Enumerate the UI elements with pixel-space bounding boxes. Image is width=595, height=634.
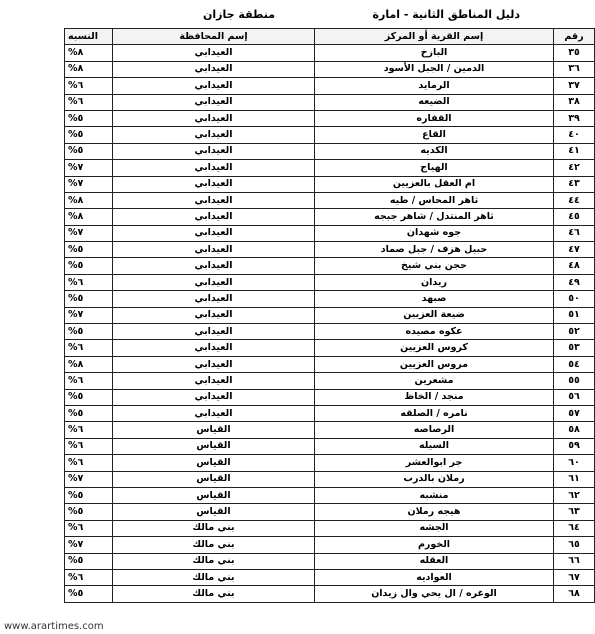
table-row bbox=[65, 504, 595, 520]
table-row bbox=[65, 209, 595, 225]
table-row bbox=[65, 242, 595, 258]
row-number-cell: ٣٩ bbox=[554, 110, 595, 126]
percentage-cell: ٥% bbox=[65, 143, 113, 159]
table-row bbox=[65, 455, 595, 471]
governorate-name-cell: العيدابي bbox=[113, 225, 315, 241]
governorate-name-cell: القياس bbox=[113, 487, 315, 503]
governorate-name-cell: العيدابي bbox=[113, 356, 315, 372]
row-number-cell: ٥١ bbox=[554, 307, 595, 323]
percentage-cell: ٨% bbox=[65, 61, 113, 77]
percentage-cell: ٦% bbox=[65, 94, 113, 110]
village-name-cell: ريدان bbox=[315, 274, 554, 290]
governorate-name-cell: العيدابي bbox=[113, 45, 315, 61]
table-row bbox=[65, 176, 595, 192]
percentage-cell: ٦% bbox=[65, 340, 113, 356]
row-number-cell: ٦٥ bbox=[554, 537, 595, 553]
percentage-cell: ٥% bbox=[65, 586, 113, 602]
row-number-cell: ٥٠ bbox=[554, 291, 595, 307]
row-number-cell: ٦٣ bbox=[554, 504, 595, 520]
table-row bbox=[65, 307, 595, 323]
village-name-cell: ثاهر المنتدل / شاهر جبجه bbox=[315, 209, 554, 225]
row-number-cell: ٤٣ bbox=[554, 176, 595, 192]
village-name-cell: حبيل هزف / جبل صماد bbox=[315, 242, 554, 258]
percentage-cell: ٨% bbox=[65, 45, 113, 61]
percentage-cell: ٥% bbox=[65, 291, 113, 307]
village-name-cell: منجد / الخاظ bbox=[315, 389, 554, 405]
village-name-cell: الدمين / الجبل الأسود bbox=[315, 61, 554, 77]
page-header bbox=[0, 4, 580, 26]
percentage-cell: ٦% bbox=[65, 422, 113, 438]
village-name-cell: الرصاصه bbox=[315, 422, 554, 438]
row-number-cell: ٦٢ bbox=[554, 487, 595, 503]
column-header-percentage: النسبه bbox=[65, 29, 113, 45]
row-number-cell: ٣٨ bbox=[554, 94, 595, 110]
region-name: منطقة جازان bbox=[203, 8, 275, 21]
column-header-village: إسم القرية أو المركز bbox=[315, 29, 554, 45]
percentage-cell: ٨% bbox=[65, 192, 113, 208]
row-number-cell: ٤٥ bbox=[554, 209, 595, 225]
row-number-cell: ٤٢ bbox=[554, 160, 595, 176]
percentage-cell: ٥% bbox=[65, 110, 113, 126]
table-header-row bbox=[65, 29, 595, 45]
row-number-cell: ٥٥ bbox=[554, 373, 595, 389]
governorate-name-cell: بني مالك bbox=[113, 520, 315, 536]
village-name-cell: رملان بالدرب bbox=[315, 471, 554, 487]
governorate-name-cell: العيدابي bbox=[113, 291, 315, 307]
row-number-cell: ٦٧ bbox=[554, 569, 595, 585]
table-row bbox=[65, 291, 595, 307]
table-row bbox=[65, 340, 595, 356]
table-row bbox=[65, 127, 595, 143]
row-number-cell: ٤٤ bbox=[554, 192, 595, 208]
row-number-cell: ٦٠ bbox=[554, 455, 595, 471]
table-row bbox=[65, 160, 595, 176]
row-number-cell: ٦٤ bbox=[554, 520, 595, 536]
village-name-cell: الكديه bbox=[315, 143, 554, 159]
village-name-cell: السيله bbox=[315, 438, 554, 454]
percentage-cell: ٦% bbox=[65, 569, 113, 585]
village-name-cell: الخورم bbox=[315, 537, 554, 553]
column-header-number: رقم bbox=[554, 29, 595, 45]
table-row bbox=[65, 553, 595, 569]
governorate-name-cell: العيدابي bbox=[113, 209, 315, 225]
percentage-cell: ٥% bbox=[65, 127, 113, 143]
row-number-cell: ٣٥ bbox=[554, 45, 595, 61]
governorate-name-cell: العيدابي bbox=[113, 324, 315, 340]
governorate-name-cell: بني مالك bbox=[113, 569, 315, 585]
governorate-name-cell: العيدابي bbox=[113, 307, 315, 323]
village-name-cell: صبهد bbox=[315, 291, 554, 307]
percentage-cell: ٥% bbox=[65, 324, 113, 340]
village-name-cell: عكوه مصيده bbox=[315, 324, 554, 340]
village-name-cell: مروس العزيين bbox=[315, 356, 554, 372]
row-number-cell: ٦٨ bbox=[554, 586, 595, 602]
governorate-name-cell: القياس bbox=[113, 455, 315, 471]
governorate-name-cell: العيدابي bbox=[113, 160, 315, 176]
governorate-name-cell: العيدابي bbox=[113, 405, 315, 421]
governorate-name-cell: بني مالك bbox=[113, 537, 315, 553]
table-row bbox=[65, 274, 595, 290]
percentage-cell: ٥% bbox=[65, 258, 113, 274]
document-title: دليل المناطق الثانية - امارة bbox=[372, 8, 520, 21]
governorate-name-cell: العيدابي bbox=[113, 340, 315, 356]
table-row bbox=[65, 569, 595, 585]
village-name-cell: حجن بني شيخ bbox=[315, 258, 554, 274]
percentage-cell: ٧% bbox=[65, 471, 113, 487]
table-row bbox=[65, 471, 595, 487]
table-row bbox=[65, 110, 595, 126]
percentage-cell: ٦% bbox=[65, 373, 113, 389]
row-number-cell: ٦٦ bbox=[554, 553, 595, 569]
row-number-cell: ٤٠ bbox=[554, 127, 595, 143]
village-name-cell: نامره / الصلقه bbox=[315, 405, 554, 421]
table-body bbox=[65, 45, 595, 602]
row-number-cell: ٤٧ bbox=[554, 242, 595, 258]
table-row bbox=[65, 225, 595, 241]
row-number-cell: ٥٢ bbox=[554, 324, 595, 340]
percentage-cell: ٧% bbox=[65, 160, 113, 176]
table-row bbox=[65, 94, 595, 110]
percentage-cell: ٦% bbox=[65, 520, 113, 536]
percentage-cell: ٦% bbox=[65, 274, 113, 290]
village-name-cell: القاع bbox=[315, 127, 554, 143]
governorate-name-cell: القياس bbox=[113, 471, 315, 487]
site-watermark: www.arartimes.com bbox=[4, 621, 104, 632]
percentage-cell: ٦% bbox=[65, 455, 113, 471]
percentage-cell: ٥% bbox=[65, 553, 113, 569]
governorate-name-cell: القياس bbox=[113, 504, 315, 520]
row-number-cell: ٥٨ bbox=[554, 422, 595, 438]
row-number-cell: ٥٦ bbox=[554, 389, 595, 405]
village-name-cell: الهياج bbox=[315, 160, 554, 176]
table-row bbox=[65, 487, 595, 503]
row-number-cell: ٥٤ bbox=[554, 356, 595, 372]
governorate-name-cell: العيدابي bbox=[113, 143, 315, 159]
percentage-cell: ٧% bbox=[65, 225, 113, 241]
table-row bbox=[65, 438, 595, 454]
table-row bbox=[65, 405, 595, 421]
percentage-cell: ٥% bbox=[65, 389, 113, 405]
percentage-cell: ٥% bbox=[65, 242, 113, 258]
table-row bbox=[65, 324, 595, 340]
village-name-cell: الجشه bbox=[315, 520, 554, 536]
governorate-name-cell: العيدابي bbox=[113, 258, 315, 274]
row-number-cell: ٤٩ bbox=[554, 274, 595, 290]
village-name-cell: الرمايد bbox=[315, 78, 554, 94]
table-row bbox=[65, 389, 595, 405]
table-row bbox=[65, 520, 595, 536]
percentage-cell: ٨% bbox=[65, 356, 113, 372]
percentage-cell: ٦% bbox=[65, 438, 113, 454]
percentage-cell: ٧% bbox=[65, 307, 113, 323]
percentage-cell: ٥% bbox=[65, 405, 113, 421]
governorate-name-cell: العيدابي bbox=[113, 389, 315, 405]
table-row bbox=[65, 586, 595, 602]
table-row bbox=[65, 537, 595, 553]
row-number-cell: ٥٩ bbox=[554, 438, 595, 454]
village-name-cell: منشبه bbox=[315, 487, 554, 503]
governorate-name-cell: القياس bbox=[113, 438, 315, 454]
table-row bbox=[65, 45, 595, 61]
table-row bbox=[65, 373, 595, 389]
village-name-cell: ام العقل بالعزيين bbox=[315, 176, 554, 192]
row-number-cell: ٣٧ bbox=[554, 78, 595, 94]
row-number-cell: ٤٦ bbox=[554, 225, 595, 241]
governorate-name-cell: العيدابي bbox=[113, 61, 315, 77]
table-row bbox=[65, 356, 595, 372]
governorate-name-cell: العيدابي bbox=[113, 94, 315, 110]
village-name-cell: جر ابوالعشر bbox=[315, 455, 554, 471]
villages-table bbox=[64, 28, 595, 603]
governorate-name-cell: العيدابي bbox=[113, 192, 315, 208]
village-name-cell: كروس العزيين bbox=[315, 340, 554, 356]
governorate-name-cell: العيدابي bbox=[113, 242, 315, 258]
village-name-cell: العقله bbox=[315, 553, 554, 569]
village-name-cell: الوغره / ال يحي وال زيدان bbox=[315, 586, 554, 602]
village-name-cell: ثاهر المحاس / طيه bbox=[315, 192, 554, 208]
village-name-cell: البازخ bbox=[315, 45, 554, 61]
governorate-name-cell: العيدابي bbox=[113, 78, 315, 94]
village-name-cell: هيجه رملان bbox=[315, 504, 554, 520]
table-row bbox=[65, 61, 595, 77]
governorate-name-cell: العيدابي bbox=[113, 373, 315, 389]
governorate-name-cell: العيدابي bbox=[113, 274, 315, 290]
village-name-cell: الضيعه bbox=[315, 94, 554, 110]
table-row bbox=[65, 258, 595, 274]
governorate-name-cell: بني مالك bbox=[113, 553, 315, 569]
table-row bbox=[65, 143, 595, 159]
village-name-cell: العواديه bbox=[315, 569, 554, 585]
row-number-cell: ٥٣ bbox=[554, 340, 595, 356]
row-number-cell: ٣٦ bbox=[554, 61, 595, 77]
row-number-cell: ٦١ bbox=[554, 471, 595, 487]
village-name-cell: مشعرين bbox=[315, 373, 554, 389]
column-header-governorate: إسم المحافظة bbox=[113, 29, 315, 45]
percentage-cell: ٥% bbox=[65, 504, 113, 520]
governorate-name-cell: العيدابي bbox=[113, 176, 315, 192]
table-row bbox=[65, 192, 595, 208]
village-name-cell: جوه شهدان bbox=[315, 225, 554, 241]
governorate-name-cell: القياس bbox=[113, 422, 315, 438]
percentage-cell: ٦% bbox=[65, 78, 113, 94]
village-name-cell: القفاره bbox=[315, 110, 554, 126]
table-row bbox=[65, 78, 595, 94]
percentage-cell: ٧% bbox=[65, 537, 113, 553]
governorate-name-cell: بني مالك bbox=[113, 586, 315, 602]
governorate-name-cell: العيدابي bbox=[113, 127, 315, 143]
percentage-cell: ٥% bbox=[65, 487, 113, 503]
row-number-cell: ٥٧ bbox=[554, 405, 595, 421]
row-number-cell: ٤٨ bbox=[554, 258, 595, 274]
table-row bbox=[65, 422, 595, 438]
governorate-name-cell: العيدابي bbox=[113, 110, 315, 126]
percentage-cell: ٧% bbox=[65, 176, 113, 192]
row-number-cell: ٤١ bbox=[554, 143, 595, 159]
percentage-cell: ٨% bbox=[65, 209, 113, 225]
village-name-cell: ضيعة العزيين bbox=[315, 307, 554, 323]
